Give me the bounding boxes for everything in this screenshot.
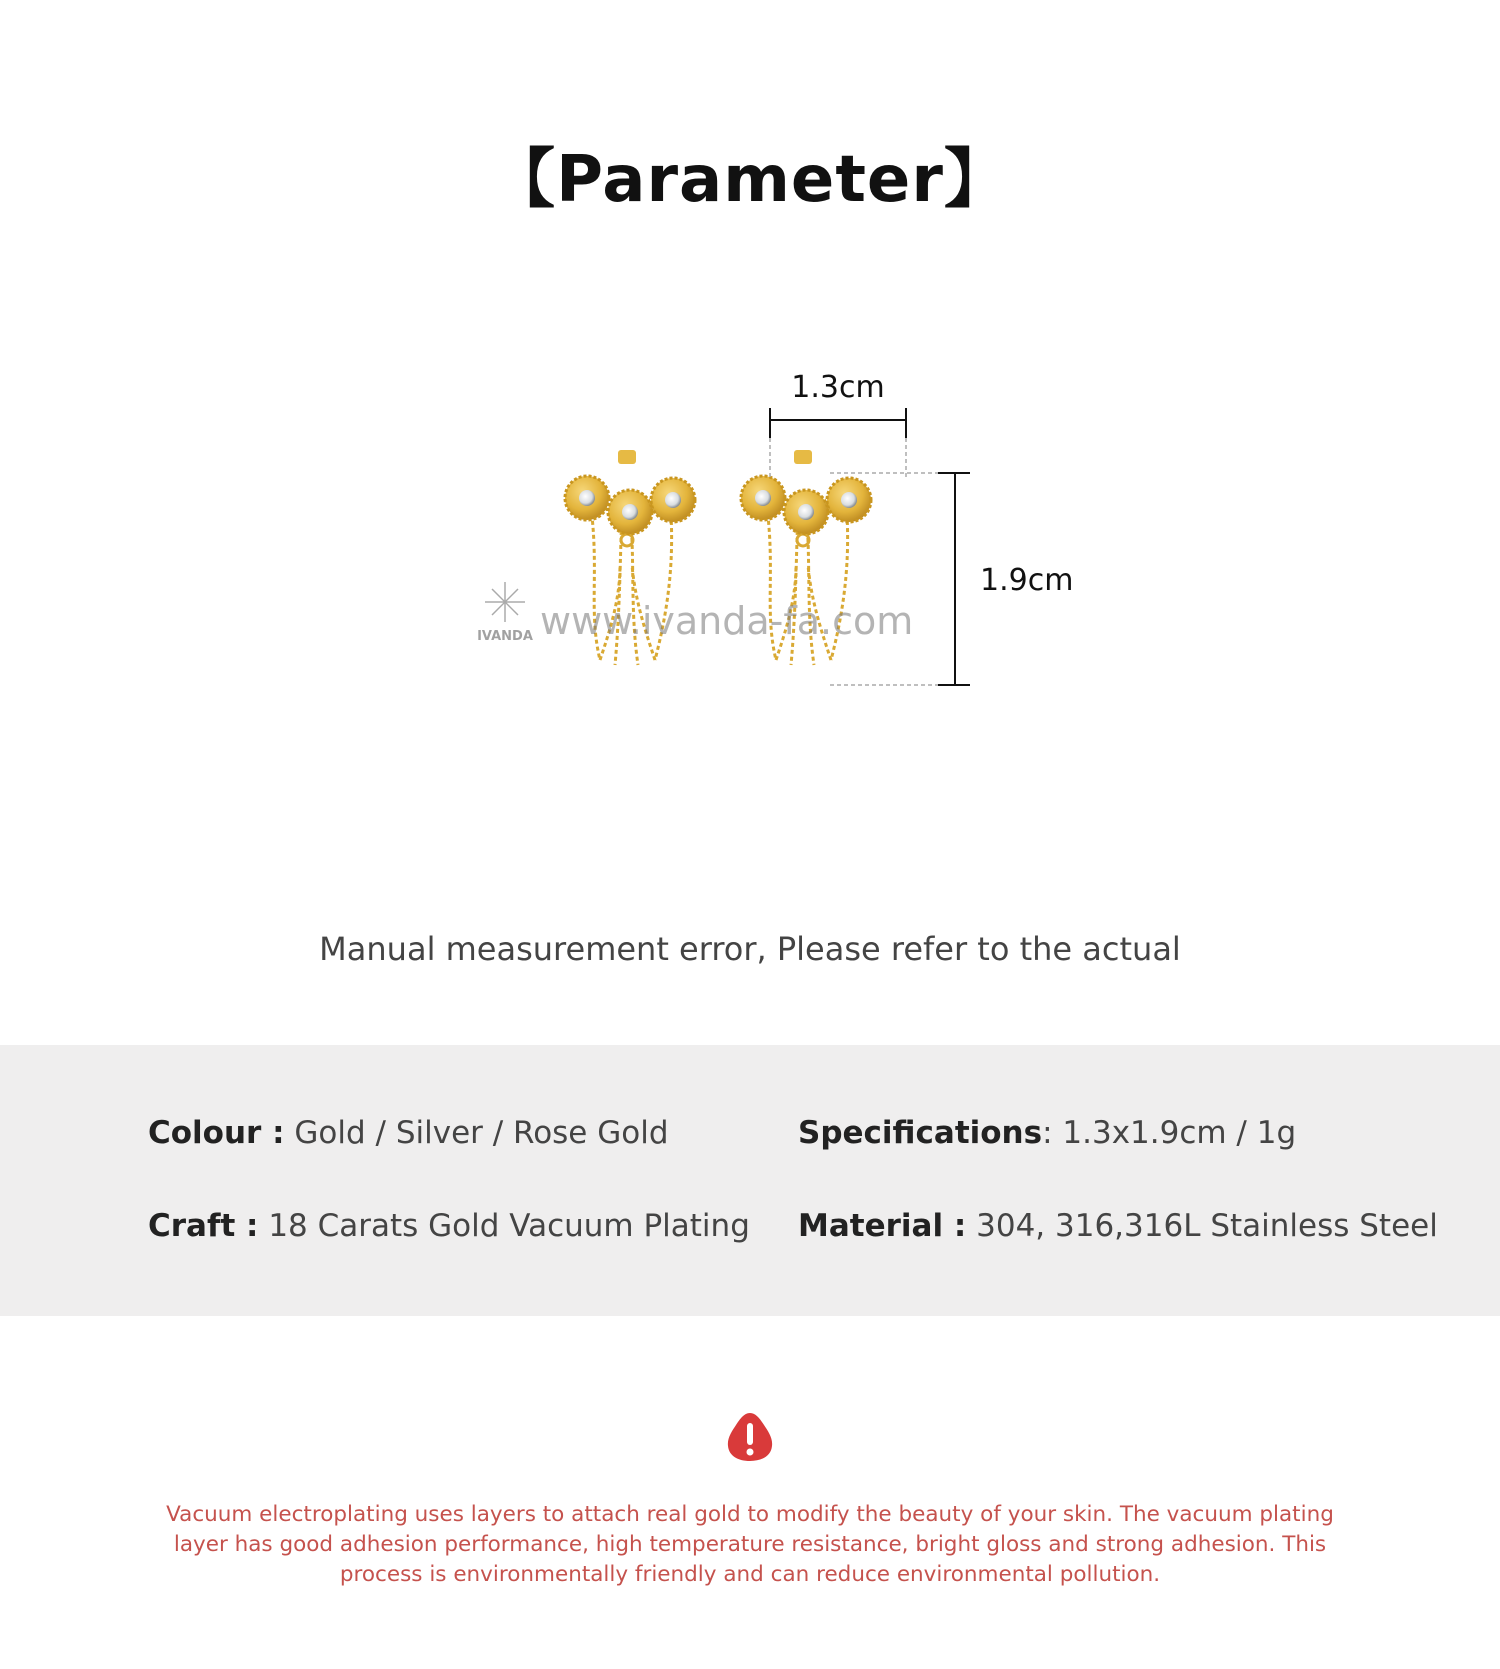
alert-exclamation-icon xyxy=(726,1411,774,1463)
param-colour-key: Colour : xyxy=(148,1115,285,1151)
width-dimension xyxy=(770,370,906,480)
page-title: 【Parameter】 xyxy=(491,143,1009,217)
param-specifications xyxy=(798,1115,1296,1151)
watermark xyxy=(477,582,913,644)
param-material-value: 304, 316,316L Stainless Steel xyxy=(976,1208,1438,1244)
product-dimension-image xyxy=(470,360,1090,730)
watermark-url: www.ivanda-fa.com xyxy=(540,599,914,643)
watermark-brand: IVANDA xyxy=(477,629,533,644)
param-craft-key: Craft : xyxy=(148,1208,259,1244)
param-material-key: Material : xyxy=(798,1208,967,1244)
param-specifications-key: Specifications xyxy=(798,1115,1043,1151)
param-craft xyxy=(148,1208,750,1244)
star-logo-icon xyxy=(485,582,525,622)
param-colour xyxy=(148,1115,669,1151)
param-colour-value: Gold / Silver / Rose Gold xyxy=(294,1115,669,1151)
param-specifications-value: : 1.3x1.9cm / 1g xyxy=(1042,1115,1297,1151)
earrings-illustration xyxy=(470,360,1090,730)
measurement-note: Manual measurement error, Please refer to the actual xyxy=(319,930,1181,968)
param-material xyxy=(798,1208,1438,1244)
width-label: 1.3cm xyxy=(791,370,885,405)
plating-warning-text: Vacuum electroplating uses layers to attach real gold to modify the beauty of your skin. The vacuum plating layer has good adhesion performance, high temperature resistance, bright gloss and strong adhesion. This process is environmentally friendly and can reduce environmental pollution. xyxy=(166,1502,1334,1587)
height-label: 1.9cm xyxy=(980,563,1074,598)
param-craft-value: 18 Carats Gold Vacuum Plating xyxy=(268,1208,750,1244)
parameter-band xyxy=(0,1045,1500,1316)
